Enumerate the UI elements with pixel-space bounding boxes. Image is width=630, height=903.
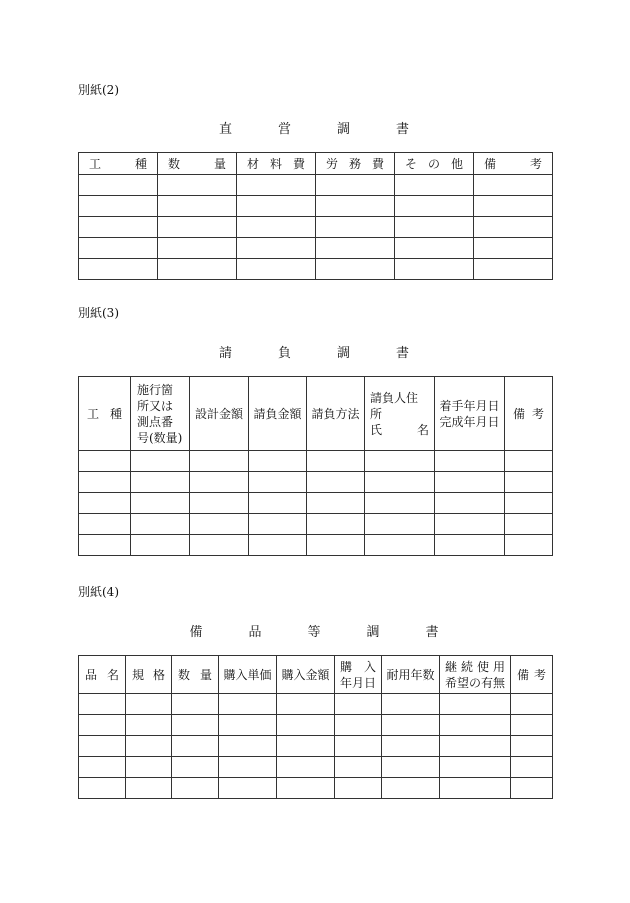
table-cell[interactable] [131,514,190,535]
section-4-title [78,621,552,640]
table-cell[interactable] [440,757,511,778]
header-cell-contract-method: 請負方法 [307,377,365,451]
table-cell[interactable] [172,694,219,715]
table-row [79,451,553,472]
table-cell[interactable] [249,535,307,556]
table-cell[interactable] [382,736,440,757]
table-cell[interactable] [365,514,435,535]
table-cell[interactable] [79,757,126,778]
table-cell[interactable] [126,736,172,757]
table-header-row [79,656,553,694]
table-cell[interactable] [365,472,435,493]
table-cell[interactable] [511,715,553,736]
table-cell[interactable] [365,535,435,556]
table-header-row [79,377,553,451]
header-cell-purchase-amount: 購入金額 [277,656,335,694]
table-cell[interactable] [277,736,335,757]
table-cell[interactable] [395,238,474,259]
table-row [79,238,553,259]
table-cell[interactable] [190,535,249,556]
title-char: 調 [337,346,353,361]
table-cell[interactable] [79,451,131,472]
header-cell-kind: 工 種 [79,153,158,175]
title-char: 書 [396,122,412,137]
table-cell[interactable] [440,715,511,736]
table-cell[interactable] [126,778,172,799]
table-cell[interactable] [79,535,131,556]
table-cell[interactable] [335,778,382,799]
table-cell[interactable] [511,757,553,778]
table-cell[interactable] [249,493,307,514]
table-cell[interactable] [505,535,553,556]
table-cell[interactable] [440,778,511,799]
title-char: 直 [218,122,234,137]
table-cell[interactable] [219,778,277,799]
table-cell[interactable] [395,217,474,238]
table-cell[interactable] [237,259,316,280]
table-row [79,493,553,514]
header-cell-spec: 規 格 [126,656,172,694]
table-cell[interactable] [158,259,237,280]
table-cell[interactable] [435,472,505,493]
table-cell[interactable] [395,196,474,217]
header-cell-quantity: 数 量 [158,153,237,175]
table-cell[interactable] [474,196,553,217]
header-cell-unit-price: 購入単価 [219,656,277,694]
table-cell[interactable] [249,472,307,493]
table-cell[interactable] [277,715,335,736]
table-cell[interactable] [505,451,553,472]
table-cell[interactable] [440,694,511,715]
header-cell-labor-cost: 労 務 費 [316,153,395,175]
title-char: 書 [425,625,441,640]
section-2-label: 別紙(2) [78,83,119,97]
table-cell[interactable] [219,694,277,715]
table-cell[interactable] [131,472,190,493]
header-cell-service-life: 耐用年数 [382,656,440,694]
table-cell[interactable] [131,451,190,472]
table-cell[interactable] [335,715,382,736]
table-cell[interactable] [158,217,237,238]
table-cell[interactable] [79,715,126,736]
table-cell[interactable] [505,493,553,514]
table-cell[interactable] [190,493,249,514]
header-cell-continued-use: 継 続 使 用 希望の有無 [440,656,511,694]
section-3-label: 別紙(3) [78,306,119,320]
table-row [79,694,553,715]
table-cell[interactable] [219,757,277,778]
table-row [79,757,553,778]
title-char: 品 [248,625,264,640]
table-row [79,175,553,196]
table-cell[interactable] [158,238,237,259]
table-cell[interactable] [382,757,440,778]
table-cell[interactable] [435,451,505,472]
table-cell[interactable] [237,196,316,217]
table-cell[interactable] [249,451,307,472]
header-cell-item-name: 品 名 [79,656,126,694]
table-cell[interactable] [435,493,505,514]
table-cell[interactable] [307,535,365,556]
table-cell[interactable] [440,736,511,757]
header-cell-contract-amount: 請負金額 [249,377,307,451]
table-cell[interactable] [79,736,126,757]
table-cell[interactable] [474,217,553,238]
table-cell[interactable] [190,514,249,535]
header-cell-location: 施行箇所又は測点番号(数量) [131,377,190,451]
table-cell[interactable] [219,736,277,757]
table-cell[interactable] [511,736,553,757]
header-cell-contractor: 請負人住所 氏 名 [365,377,435,451]
header-cell-material-cost: 材 料 費 [237,153,316,175]
table-cell[interactable] [126,757,172,778]
table-cell[interactable] [505,514,553,535]
table-row [79,196,553,217]
table-cell[interactable] [237,217,316,238]
header-cell-remarks: 備 考 [505,377,553,451]
table-cell[interactable] [511,778,553,799]
table-cell[interactable] [307,451,365,472]
table-cell[interactable] [79,778,126,799]
table-cell[interactable] [126,715,172,736]
header-cell-purchase-date: 購 入 年月日 [335,656,382,694]
title-char: 負 [277,346,293,361]
section-4-label: 別紙(4) [78,585,119,599]
table-cell[interactable] [395,259,474,280]
table-cell[interactable] [307,472,365,493]
table-row [79,715,553,736]
header-cell-other: そ の 他 [395,153,474,175]
table-cell[interactable] [79,196,158,217]
contract-table [78,376,553,556]
table-cell[interactable] [395,175,474,196]
table-row [79,736,553,757]
table-cell[interactable] [219,715,277,736]
title-char: 調 [337,122,353,137]
section-3-title [78,342,552,361]
table-cell[interactable] [474,238,553,259]
table-cell[interactable] [382,694,440,715]
table-cell[interactable] [511,694,553,715]
table-cell[interactable] [79,175,158,196]
table-cell[interactable] [382,715,440,736]
table-cell[interactable] [316,238,395,259]
title-char: 営 [277,122,293,137]
table-cell[interactable] [316,196,395,217]
table-cell[interactable] [249,514,307,535]
equipment-table [78,655,553,799]
table-cell[interactable] [316,259,395,280]
table-cell[interactable] [190,472,249,493]
table-cell[interactable] [237,175,316,196]
table-cell[interactable] [365,493,435,514]
table-cell[interactable] [79,217,158,238]
table-cell[interactable] [307,493,365,514]
table-cell[interactable] [172,778,219,799]
section-2-title [78,118,552,137]
table-cell[interactable] [79,493,131,514]
header-cell-dates: 着手年月日 完成年月日 [435,377,505,451]
table-cell[interactable] [79,694,126,715]
table-cell[interactable] [335,736,382,757]
table-cell[interactable] [237,238,316,259]
title-char: 備 [189,625,205,640]
table-header-row [79,153,553,175]
table-cell[interactable] [435,514,505,535]
table-cell[interactable] [505,472,553,493]
title-char: 等 [307,625,323,640]
table-cell[interactable] [126,694,172,715]
table-row [79,259,553,280]
table-cell[interactable] [172,715,219,736]
table-row [79,472,553,493]
header-cell-kind: 工 種 [79,377,131,451]
table-cell[interactable] [335,694,382,715]
table-cell[interactable] [365,451,435,472]
table-cell[interactable] [335,757,382,778]
table-cell[interactable] [79,259,158,280]
table-cell[interactable] [190,451,249,472]
table-row [79,217,553,238]
table-cell[interactable] [316,217,395,238]
header-cell-remarks: 備 考 [474,153,553,175]
table-cell[interactable] [474,175,553,196]
table-cell[interactable] [158,175,237,196]
table-row [79,514,553,535]
table-row [79,535,553,556]
title-char: 書 [396,346,412,361]
table-cell[interactable] [79,238,158,259]
table-cell[interactable] [277,778,335,799]
direct-management-table [78,152,553,280]
title-char: 調 [366,625,382,640]
table-cell[interactable] [277,694,335,715]
table-cell[interactable] [316,175,395,196]
table-row [79,778,553,799]
table-cell[interactable] [435,535,505,556]
table-cell[interactable] [474,259,553,280]
header-cell-design-amount: 設計金額 [190,377,249,451]
table-cell[interactable] [131,493,190,514]
table-cell[interactable] [79,514,131,535]
table-cell[interactable] [172,736,219,757]
table-cell[interactable] [131,535,190,556]
table-cell[interactable] [158,196,237,217]
table-cell[interactable] [172,757,219,778]
header-cell-quantity: 数 量 [172,656,219,694]
header-cell-remarks: 備 考 [511,656,553,694]
table-cell[interactable] [277,757,335,778]
table-cell[interactable] [79,472,131,493]
table-cell[interactable] [307,514,365,535]
table-cell[interactable] [382,778,440,799]
title-char: 請 [218,346,234,361]
